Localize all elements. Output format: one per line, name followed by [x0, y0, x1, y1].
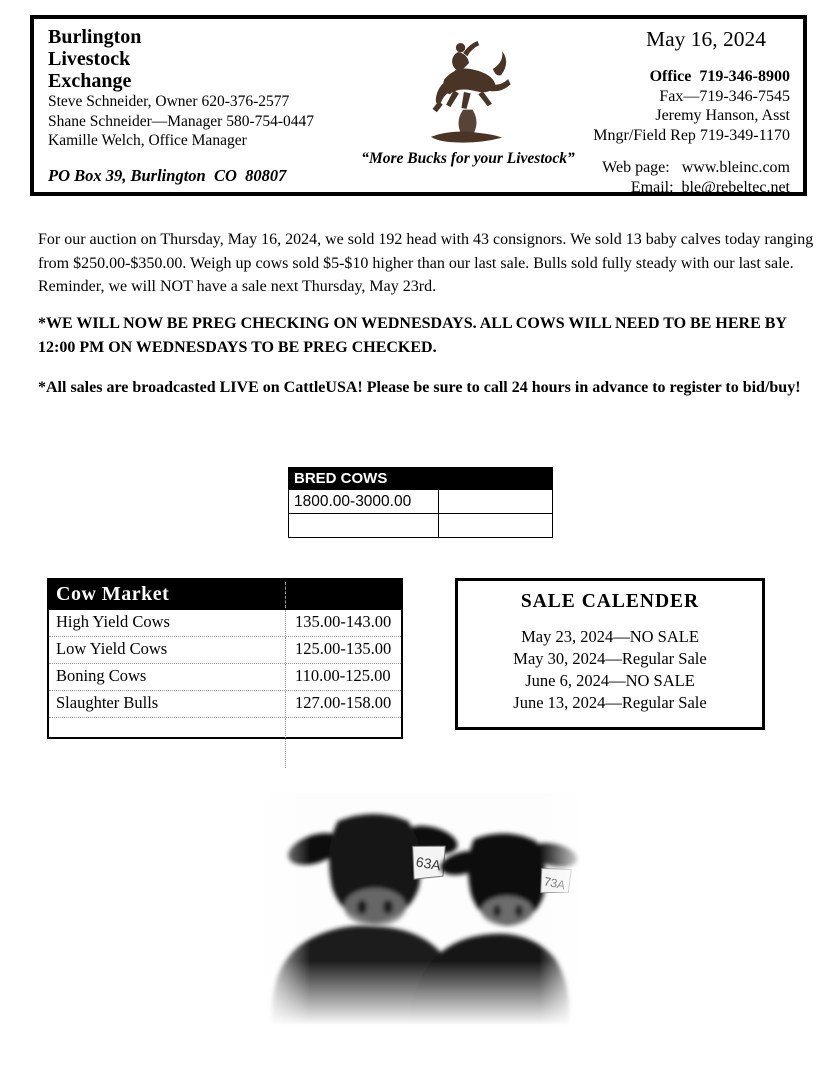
bred-cows-empty-cell [289, 514, 439, 538]
po-box-address: PO Box 39, Burlington CO 80807 [48, 165, 287, 185]
fax-number: Fax—719-346-7545 [659, 87, 790, 105]
logo-wrap [352, 35, 580, 147]
sale-calendar-entries [458, 626, 762, 714]
table-row [49, 610, 401, 637]
row-label: Low Yield Cows [56, 639, 168, 658]
table-row [49, 691, 401, 718]
table-row [49, 664, 401, 691]
bred-cows-empty-cell [439, 490, 553, 514]
header-column-divider [285, 582, 286, 608]
field-rep-line: Jeremy Hanson, Asst Mngr/Field Rep 719-349-1170 [593, 107, 790, 144]
letterhead-right-column [580, 19, 803, 196]
row-value: 125.00-135.00 [285, 637, 401, 663]
company-name-line: Burlington [48, 26, 142, 48]
slogan: “More Bucks for your Livestock” [361, 150, 575, 167]
cattle-photo [258, 793, 585, 1026]
email-line: Email: ble@rebeltec.net [630, 178, 790, 196]
cow-market-header [49, 580, 401, 610]
sale-calendar-entry: May 30, 2024—Regular Sale [513, 649, 707, 668]
broadcast-notice: *All sales are broadcasted LIVE on CattleUSA! Please be sure to call 24 hours in advance to register to bid/buy! [38, 379, 801, 396]
company-name-line: Exchange [48, 70, 132, 92]
sale-calendar-box [455, 578, 765, 730]
manager-line: Shane Schneider—Manager 580-754-0447 [48, 112, 315, 130]
bred-cows-price-cell: 1800.00-3000.00 [289, 490, 439, 514]
letterhead-box [30, 15, 807, 196]
table-row [289, 490, 553, 514]
bucking-horse-logo-icon [409, 35, 524, 147]
row-label: High Yield Cows [56, 612, 170, 631]
bred-cows-header: BRED COWS [289, 468, 553, 490]
letterhead-left-column [34, 19, 352, 192]
table-row [289, 514, 553, 538]
sale-calendar-entry: June 6, 2024—NO SALE [525, 671, 695, 690]
filler-cell [285, 718, 401, 768]
row-label: Boning Cows [56, 666, 147, 685]
bred-cows-header-row [289, 468, 553, 490]
company-name-line: Livestock [48, 48, 131, 70]
letterhead-center-column [352, 19, 580, 192]
row-label: Slaughter Bulls [56, 693, 159, 712]
sale-calendar-entry: May 23, 2024—NO SALE [521, 627, 699, 646]
bred-cows-empty-cell [439, 514, 553, 538]
office-phone: Office 719-346-8900 [649, 68, 790, 85]
preg-check-notice: *WE WILL NOW BE PREG CHECKING ON WEDNESDAYS. ALL COWS WILL NEED TO BE HERE BY 12:00 PM ON WEDNESDAYS TO BE PREG CHECKED. [38, 315, 787, 356]
owner-line: Steve Schneider, Owner 620-376-2577 [48, 93, 290, 110]
two-angus-cows-illustration [258, 793, 585, 1026]
row-value: 127.00-158.00 [285, 691, 401, 717]
row-value: 135.00-143.00 [285, 610, 401, 636]
sale-calendar-entry: June 13, 2024—Regular Sale [513, 693, 707, 712]
cow-market-table [47, 578, 403, 739]
bred-cows-table [288, 467, 553, 538]
issue-date: May 16, 2024 [645, 27, 766, 51]
cow-market-title: Cow Market [56, 583, 170, 605]
row-value: 110.00-125.00 [285, 664, 401, 690]
filler-cell [49, 718, 285, 766]
table-row [49, 637, 401, 664]
sale-calendar-title: SALE CALENDER [520, 591, 700, 612]
office-manager-line: Kamille Welch, Office Manager [48, 132, 247, 149]
table-empty-filler [49, 718, 401, 766]
auction-summary-paragraph: For our auction on Thursday, May 16, 2024, we sold 192 head with 43 consignors. We sold 13 baby calves today ranging from $250.00-$350.00. Weigh up cows sold $5-$10 higher than our last sale. Bulls sold fully steady with our last sale. Reminder, we will NOT have a sale next Thursday, May 23rd. [38, 231, 814, 295]
web-page-line: Web page: www.bleinc.com [602, 159, 790, 176]
